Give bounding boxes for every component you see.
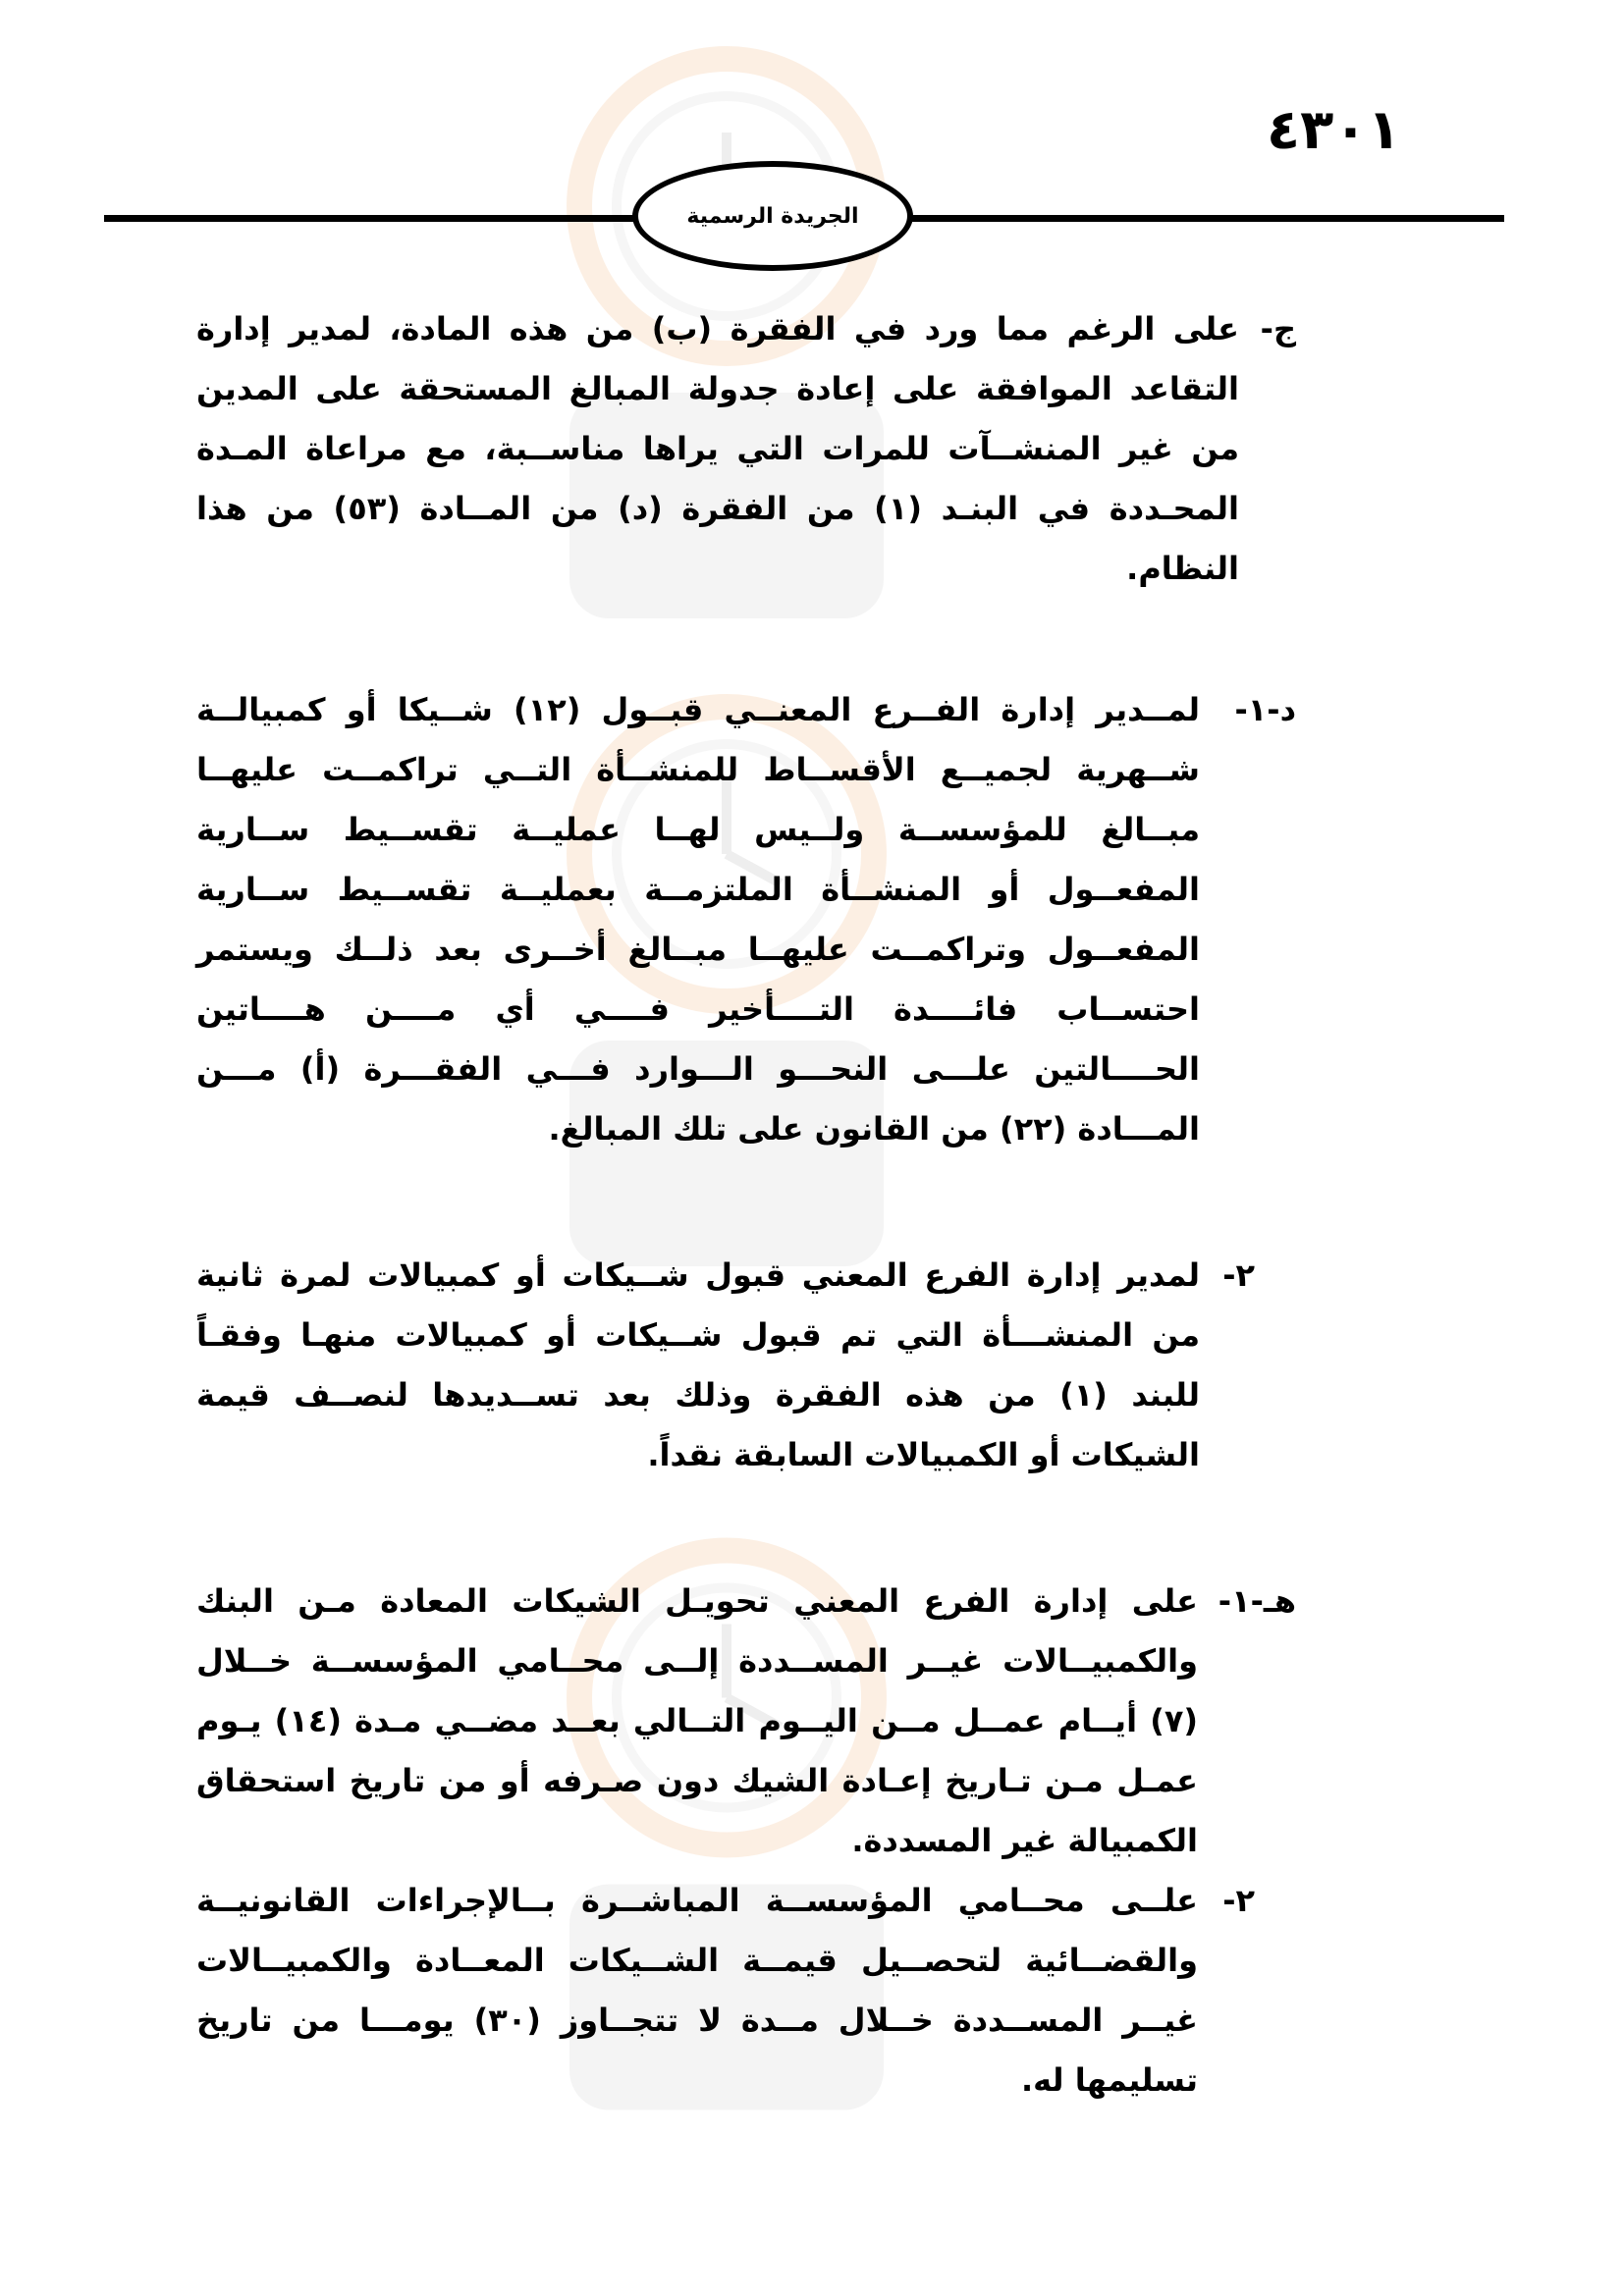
document-body <box>196 299 1296 2110</box>
paragraph-label: ٢- <box>1222 1882 1255 1919</box>
paragraph-d-1 <box>196 680 1296 1159</box>
paragraph-text: لمدير إدارة الفرع المعني قبول شــيكات أو كمبيالات لمرة ثانية من المنشـــأة التي تم قبول شــيكات أو كمبيالات منهـا وفقـاً للبند (١) من هذه الفقرة وذلك بعد تســديدها لنصــف قيمة الشيكات أو الكمبيالات السابقة نقداً. <box>196 1256 1201 1473</box>
paragraph-j <box>196 299 1296 599</box>
paragraph-text: لمــدير إدارة الفــرع المعنــي قبــول (١٢) شــيكا أو كمبيالــة شــهرية لجميــع الأقســاط للمنشــأة التــي تراكمــت عليهــا مبــالغ للمؤسســة ولــيس لهــا عمليــة تقســيط ســارية المفعــول أو المنشــأة الملتزمــة بعمليــة تقســيط ســارية المفعــول وتراكمــت عليهــا مبــالغ أخــرى بعد ذلــك ويستمر احتســاب فائــــدة التــــأخير فــــي أي مــــن هــــاتين الحــــالتين علـــى النحـــو الـــوارد فـــي الفقـــرة (أ) مـــن المـــادة (٢٢) من القانون على تلك المبالغ. <box>196 691 1201 1148</box>
gazette-title: الجريدة الرسمية <box>686 203 859 229</box>
paragraph-d-2 <box>196 1246 1296 1485</box>
paragraph-text: علــى محــامي المؤسســة المباشــرة بــالإجراءات القانونيــة والقضــائية لتحصــيل قيمــة الشــيكات المعــادة والكمبيــالات غيــر المســددة خــلال مــدة لا تتجــاوز (٣٠) يومـــا من تاريخ تسليمها له. <box>196 1882 1199 2099</box>
paragraph-label: هـ-١- <box>1218 1582 1296 1620</box>
paragraph-label: ج- <box>1260 310 1296 347</box>
paragraph-text: على إدارة الفرع المعني تحويـل الشيكات المعادة مـن البنك والكمبيــالات غيــر المســددة إلــى محــامي المؤسســة خــلال (٧) أيــام عمــل مــن اليــوم التــالي بعــد مضــي مـدة (١٤) يـوم عمـل مـن تـاريخ إعـادة الشيك دون صـرفه أو من تاريخ استحقاق الكمبيالة غير المسددة. <box>196 1582 1199 1859</box>
paragraph-h-2 <box>196 1871 1296 2110</box>
page-number: ٤٣٠١ <box>1267 98 1401 162</box>
paragraph-label: د-١- <box>1234 691 1296 728</box>
header-oval <box>632 161 913 271</box>
paragraph-text: على الرغم مما ورد في الفقرة (ب) من هذه المادة، لمدير إدارة التقاعد الموافقة على إعادة جدولة المبالغ المستحقة على المدين من غير المنشــآت للمرات التي يراها مناســبة، مع مراعاة المـدة المحـددة في البنـد (١) من الفقرة (د) من المــادة (٥٣) من هذا النظام. <box>196 310 1240 587</box>
paragraph-label: ٢- <box>1222 1256 1255 1294</box>
paragraph-h-1 <box>196 1572 1296 1871</box>
